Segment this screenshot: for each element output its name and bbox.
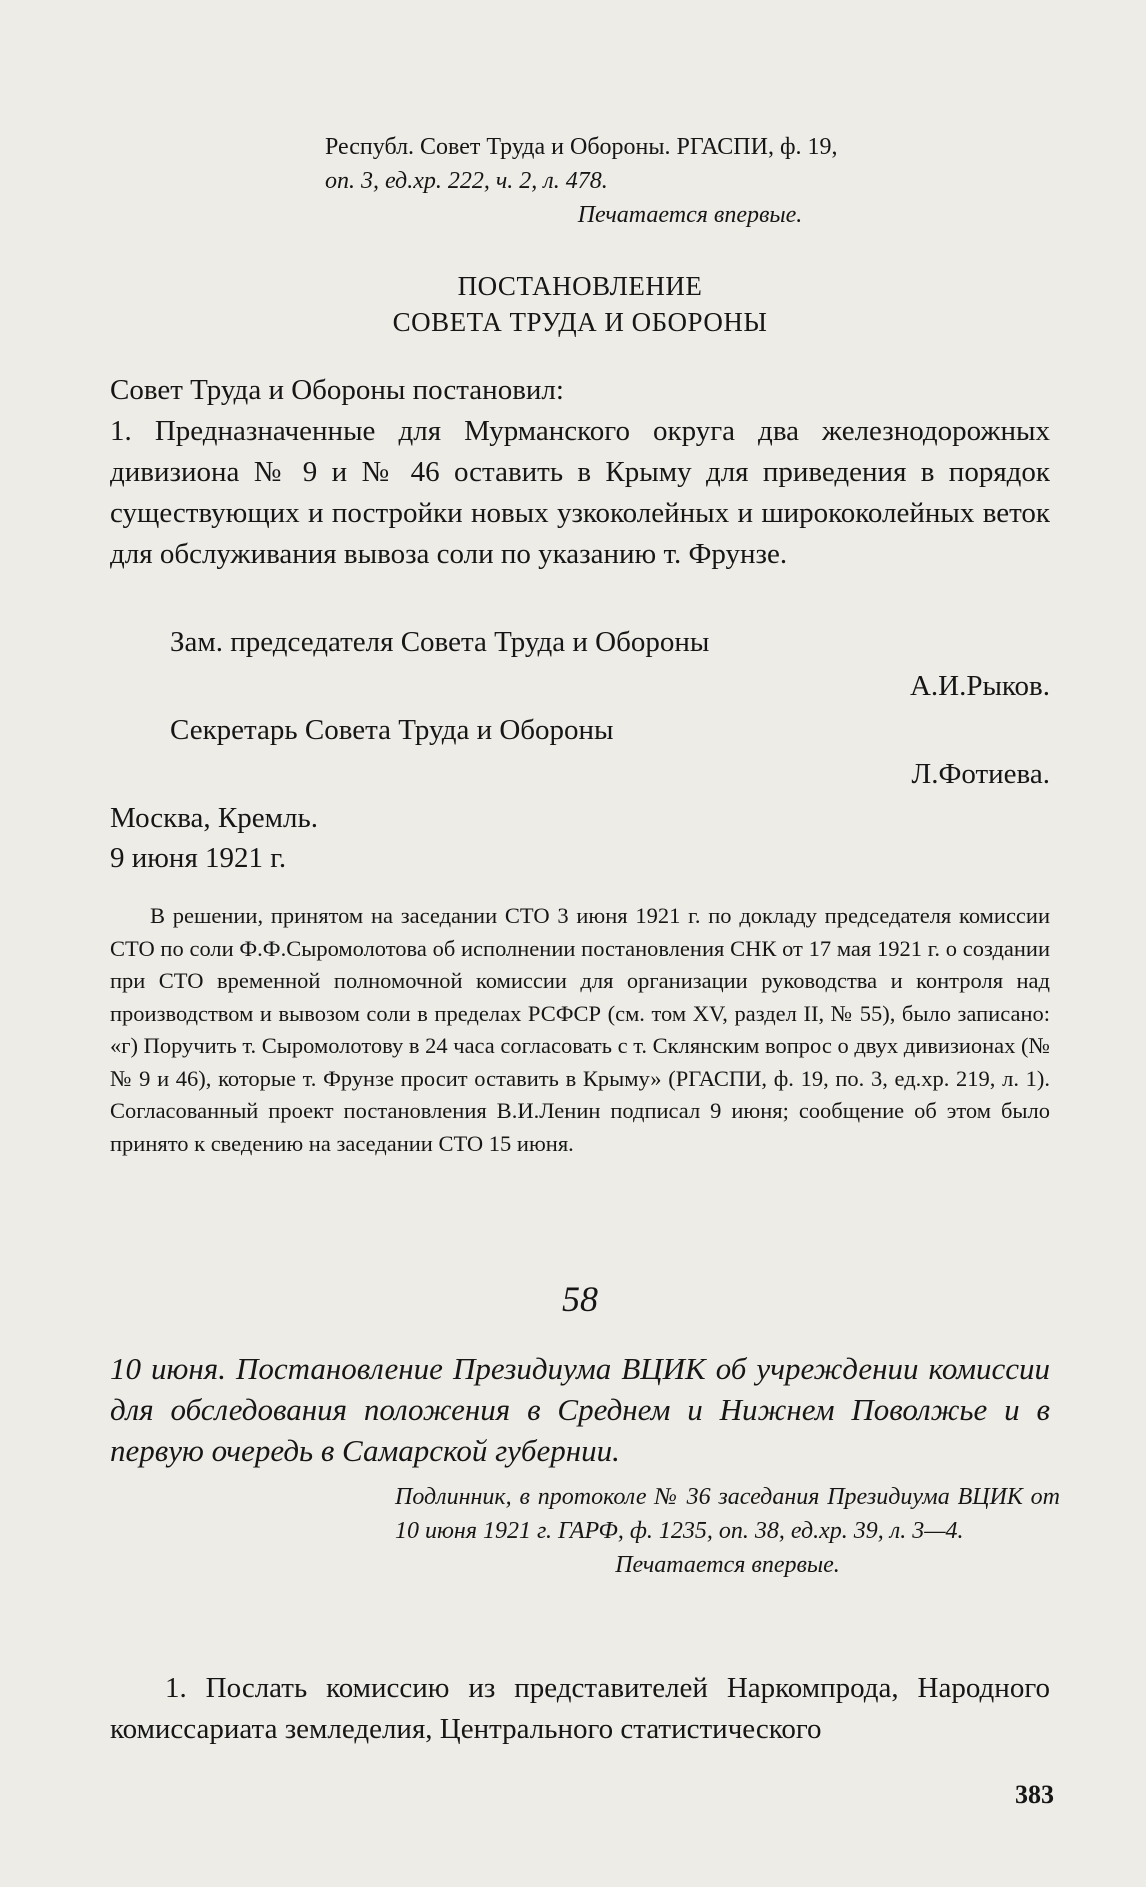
signature-secretary [110, 708, 1050, 796]
page-number: 383 [1015, 1780, 1054, 1809]
source-line: оп. 3, ед.хр. 222, ч. 2, л. 478. [325, 168, 608, 194]
editorial-note: В решении, принятом на заседании СТО 3 июня 1921 г. по докладу председателя комиссии СТО по соли Ф.Ф.Сыромолотова об исполнении постановления СНК от 17 мая 1921 г. о создании при СТО временной полномочной комиссии для организации руководства и контроля над производством и вывозом соли в пределах РСФСР (см. том XV, раздел II, № 55), было записано: «г) Поручить т. Сыромолотову в 24 часа согласовать с т. Склянским вопрос о двух дивизионах (№№ 9 и 46), которые т. Фрунзе просит оставить в Крыму» (РГАСПИ, ф. 19, по. 3, ед.хр. 219, л. 1). Согласованный проект постановления В.И.Ленин подписал 9 июня; сообщение об этом было принято к сведению на заседании СТО 15 июня. [110, 903, 1050, 1156]
resolution-point-1: 1. Послать комиссию из представителей Наркомпрода, Народного комиссариата земледелия, Центрального статистического [110, 1672, 1050, 1745]
archival-source-reference [395, 1480, 1060, 1582]
source-line: Республ. Совет Труда и Обороны. РГАСПИ, ф. 19, [325, 134, 838, 160]
archival-source-reference [325, 130, 1055, 232]
title-line: ПОСТАНОВЛЕНИЕ [457, 271, 703, 301]
place: Москва, Кремль. [110, 802, 318, 834]
preamble: Совет Труда и Обороны постановил: [110, 374, 564, 406]
resolution-title [110, 268, 1050, 340]
printed-first-note: Печатается впервые. [577, 202, 803, 228]
signatory-name: А.И.Рыков. [909, 670, 1050, 702]
source-text: Подлинник, в протоколе № 36 заседания Президиума ВЦИК от 10 июня 1921 г. ГАРФ, ф. 1235, оп. 38, ед.хр. 39, л. 3—4. [395, 1484, 1060, 1544]
date: 9 июня 1921 г. [110, 842, 287, 874]
place-and-date [110, 798, 1050, 878]
printed-first-note: Печатается впервые. [615, 1552, 840, 1578]
signatory-name: Л.Фотиева. [911, 758, 1050, 790]
title-line: СОВЕТА ТРУДА И ОБОРОНЫ [392, 307, 768, 337]
signatory-title: Секретарь Совета Труда и Обороны [170, 714, 614, 746]
document-number: 58 [562, 1279, 598, 1319]
signatory-title: Зам. председателя Совета Труда и Обороны [170, 626, 710, 658]
signatures [110, 620, 1050, 796]
resolution-body [110, 370, 1050, 575]
document-heading: 10 июня. Постановление Президиума ВЦИК об учреждении комиссии для обследования положения в Среднем и Нижнем Поволжье и в первую очередь в Самарской губернии. [110, 1351, 1050, 1468]
signature-deputy-chairman [110, 620, 1050, 708]
resolution-point-1: 1. Предназначенные для Мурманского округа два железнодорожных дивизиона № 9 и № 46 оставить в Крыму для приведения в порядок существующих и постройки новых узкоколейных и ширококолейных веток для обслуживания вывоза соли по указанию т. Фрунзе. [110, 415, 1050, 570]
